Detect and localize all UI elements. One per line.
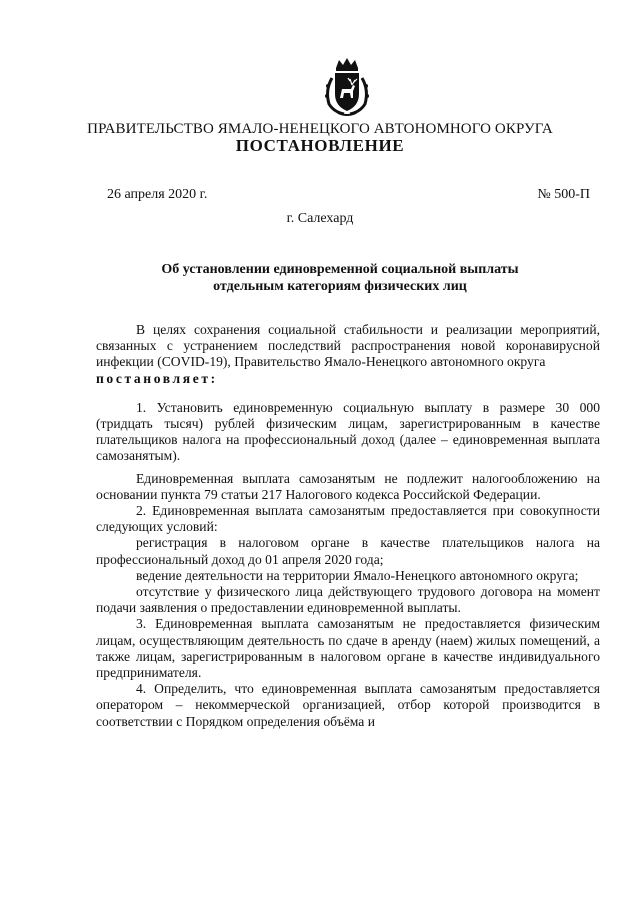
resolves-paragraph (96, 371, 600, 387)
document-number: № 500-П (537, 187, 590, 202)
document-title (110, 262, 570, 295)
paragraph-2a: регистрация в налоговом органе в качестве плательщиков налога на профессиональный доход до 01 апреля 2020 года; (96, 535, 600, 567)
document-type: ПОСТАНОВЛЕНИЕ (235, 136, 405, 155)
paragraph-2: 2. Единовременная выплата самозанятым предоставляется при совокупности следующих условий: (96, 503, 600, 535)
paragraph-3: 3. Единовременная выплата самозанятым не предоставляется физическим лицам, осуществляющим деятельность по сдаче в аренду (наем) жилых помещений, а также лицам, зарегистрированным в налоговом органе в качестве индивидуального предпринимателя. (96, 616, 600, 681)
paragraph-1: 1. Установить единовременную социальную выплату в размере 30 000 (тридцать тысяч) рублей физическим лицам, зарегистрированным в качестве плательщиков налога на профессиональный доход (далее – единовременная выплата самозанятым). (96, 399, 600, 464)
document-city: г. Салехард (286, 211, 354, 226)
government-name: ПРАВИТЕЛЬСТВО ЯМАЛО-НЕНЕЦКОГО АВТОНОМНОГО ОКРУГА (87, 121, 553, 137)
paragraph-1b: Единовременная выплата самозанятым не подлежит налогообложению на основании пункта 79 статьи 217 Налогового кодекса Российской Федерации. (96, 470, 600, 502)
coat-of-arms-emblem (322, 56, 372, 118)
preamble-paragraph (96, 322, 600, 371)
document-date: 26 апреля 2020 г. (107, 187, 208, 202)
title-line-1: Об установлении единовременной социальной выплаты (161, 262, 519, 277)
resolves-keyword: постановляет: (96, 370, 218, 386)
preamble-text: В целях сохранения социальной стабильности и реализации мероприятий, связанных с устранением последствий распространения новой коронавирусной инфекции (COVID-19), Правительство Ямало-Ненецкого автономного округа (96, 322, 600, 370)
paragraph-4: 4. Определить, что единовременная выплата самозанятым предоставляется оператором – некоммерческой организацией, отбор которой производится в соответствии с Порядком определения объёма и (96, 681, 600, 729)
paragraph-2b: ведение деятельности на территории Ямало-Ненецкого автономного округа; (136, 567, 579, 583)
document-body (96, 322, 600, 730)
paragraph-2c: отсутствие у физического лица действующего трудового договора на момент подачи заявления о предоставлении единовременной выплаты. (96, 584, 600, 616)
title-line-2: отдельным категориям физических лиц (213, 278, 467, 294)
